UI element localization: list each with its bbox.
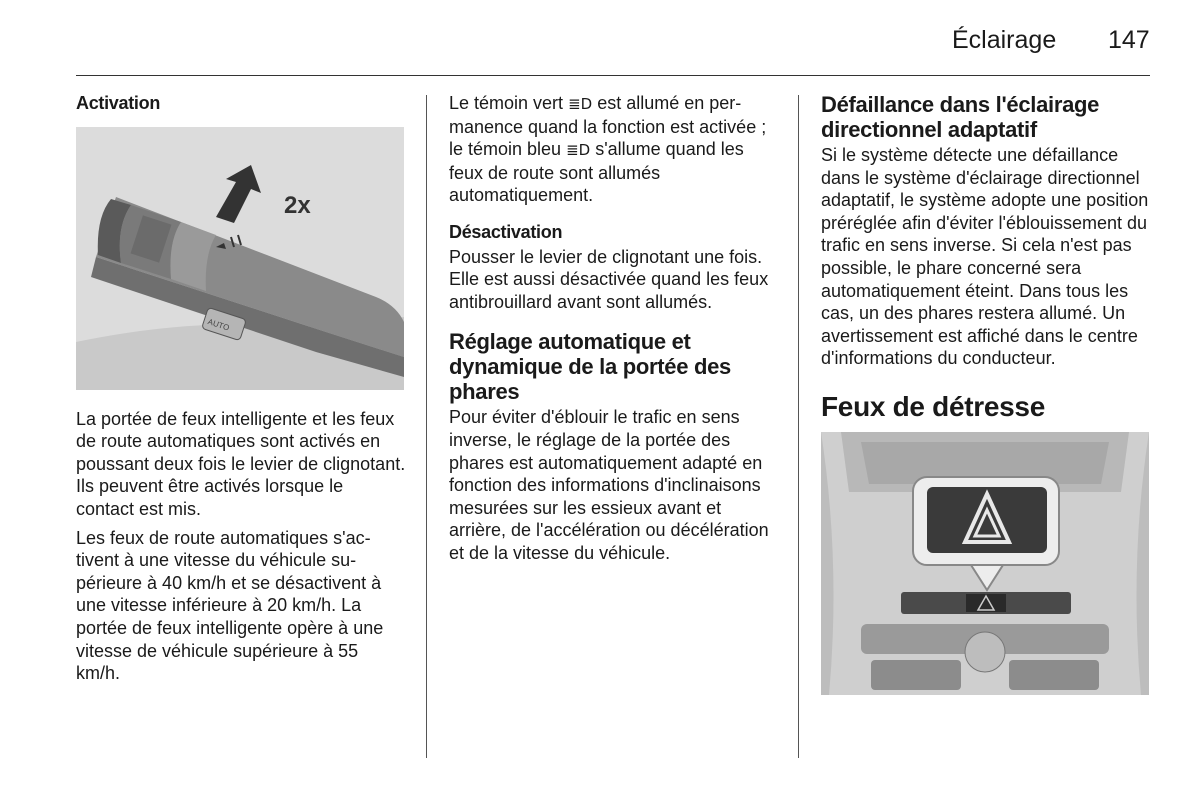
defaillance-heading: Défaillance dans l'éclairage directionnel adaptatif [821,92,1100,142]
column-divider-2 [798,95,799,758]
green-high-beam-indicator-icon: ≣D [568,95,593,113]
indicator-text-3: s'allume quand les feux de route sont allumés automatiquement. [449,139,744,206]
activation-paragraph-1: La portée de feux intelligente et les feux de route automatiques sont activés en poussant deux fois le levier de clignotant. Ils peuvent être activés lorsque le contact est mis. [76,408,406,519]
push-twice-label: 2x [284,191,311,219]
reglage-text: Pour éviter d'éblouir le trafic en sens inverse, le réglage de la portée des phares est automatiquement adapté en fonction des informations d'inclinaisons mesurées sur les essieux avant et arrière, de l'accélération ou décélération et de la vitesse du véhicule. [449,407,769,563]
indicator-text-1: Le témoin vert [449,93,569,113]
column-1 [76,92,406,691]
section-title: Éclairage [952,26,1057,54]
blue-high-beam-indicator-icon: ≣D [566,141,591,160]
deactivation-heading: Désactivation [449,221,563,242]
hazard-heading: Feux de détresse [821,390,1045,422]
page-number: 147 [1108,26,1150,54]
indicator-paragraph [449,92,779,207]
hazard-switch-figure [821,432,1149,695]
deactivation-text: Pousser le levier de clignotant une fois. Elle est aussi désactivée quand les feux antibrouillard avant sont allumés. [449,246,769,312]
column-2 [449,92,779,571]
column-divider-1 [426,95,427,758]
defaillance-text: Si le système détecte une défaillance dans le système d'éclairage directionnel adaptatif, le système adopte une position préréglée afin d'éviter l'éblouissement du trafic en sens inverse. Si cela n'est pas possible, le phare concerné sera automatiquement éteint. Dans tous les cas, un des phares restera allumé. Un avertissement est affiché dans le centre d'informations du conducteur. [821,145,1149,369]
reglage-heading: Réglage automatique et dynamique de la portée des phares [449,329,731,405]
activation-paragraph-2: Les feux de route automatiques s'activent à une vitesse du véhicule supérieure à 40 km/h et se désactivent à une vitesse inférieure à 20 km/h. La portée de feux intelligente opère à une vitesse de véhicule supérieure à 55 km/h. [76,527,384,684]
turn-signal-lever-figure [76,127,404,390]
indicator-text-2: est allumé en permanence quand la fonction est activée ; le témoin bleu [449,93,767,160]
header-rule [76,75,1150,76]
activation-heading: Activation [76,93,161,113]
column-3 [821,92,1151,695]
page-header [0,22,1200,62]
auto-button-label: AUTO [206,316,231,333]
